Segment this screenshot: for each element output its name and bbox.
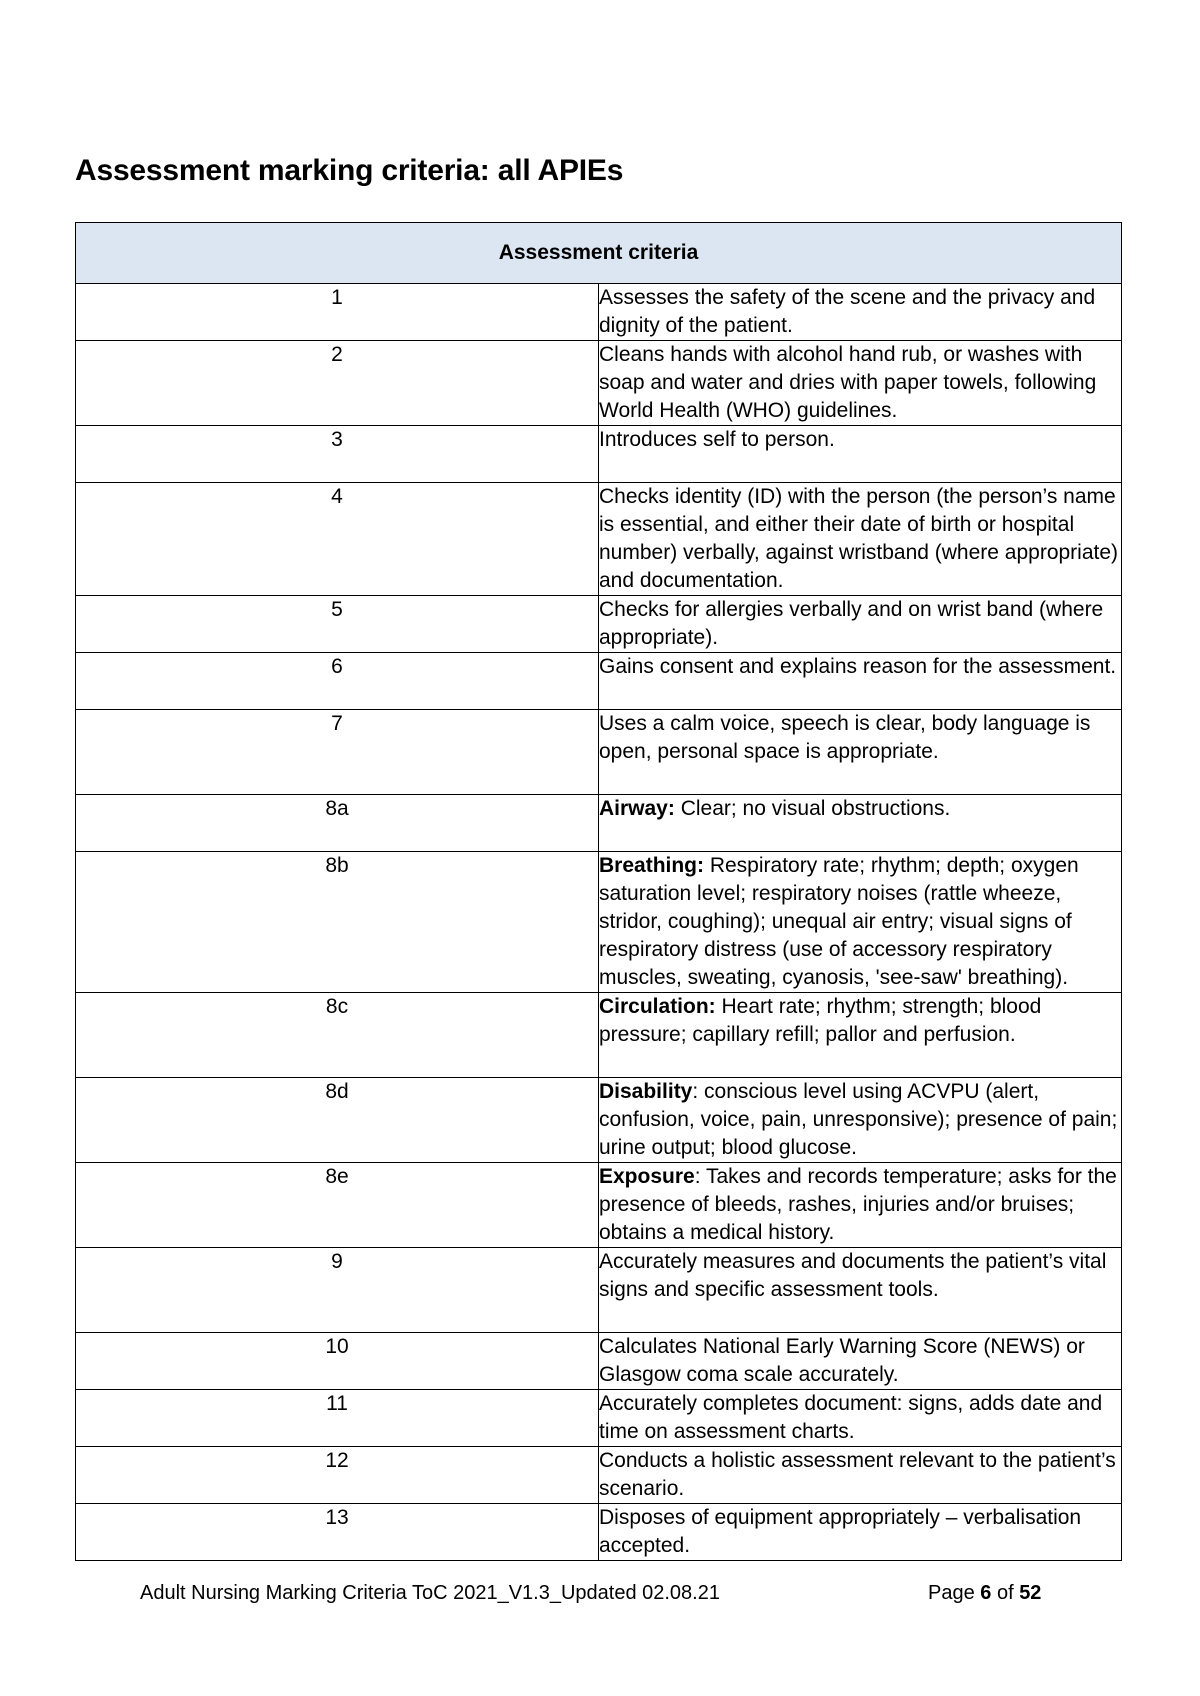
criterion-number: 10 [76,1333,599,1390]
criterion-text-body: Heart rate; rhythm; strength; blood pressure; capillary refill; pallor and perfusion. [599,995,1042,1046]
criterion-text-body: : conscious level using ACVPU (alert, confusion, voice, pain, unresponsive); presence of pain; urine output; blood glucose. [599,1080,1118,1159]
criterion-number: 8d [76,1078,599,1163]
table-row [76,1447,1122,1504]
criterion-number: 8e [76,1163,599,1248]
table-row [76,852,1122,993]
criterion-number: 1 [76,284,599,341]
criterion-text [599,1447,1122,1504]
criterion-text [599,653,1122,710]
criterion-text [599,993,1122,1078]
criterion-number: 7 [76,710,599,795]
criterion-text [599,1333,1122,1390]
footer-page-total: 52 [1019,1582,1042,1604]
criterion-text-body: Respiratory rate; rhythm; depth; oxygen saturation level; respiratory noises (rattle wheeze, stridor, coughing); unequal air entry; visual signs of respiratory distress (use of accessory respiratory muscles, sweating, cyanosis, 'see-saw' breathing). [599,854,1079,989]
criterion-text [599,596,1122,653]
footer-document-name: Adult Nursing Marking Criteria ToC 2021_V1.3_Updated 02.08.21 [140,1582,720,1604]
criterion-heading: Breathing: [599,854,704,877]
criterion-number: 2 [76,341,599,426]
table-row [76,426,1122,483]
page-title: Assessment marking criteria: all APIEs [75,154,624,187]
criterion-heading: Airway: [599,797,675,820]
footer-page-current: 6 [980,1582,992,1604]
criterion-number: 6 [76,653,599,710]
criterion-number: 11 [76,1390,599,1447]
table-row [76,1504,1122,1561]
table-row [76,1390,1122,1447]
criterion-heading: Disability [599,1080,693,1103]
table-row [76,795,1122,852]
table-row [76,284,1122,341]
criterion-number: 8c [76,993,599,1078]
table-row [76,483,1122,596]
criterion-text-body: Cleans hands with alcohol hand rub, or washes with soap and water and dries with paper towels, following World Health (WHO) guidelines. [599,343,1097,422]
table-header-row [76,223,1122,284]
criterion-text [599,852,1122,993]
criterion-text [599,426,1122,483]
criterion-text [599,795,1122,852]
criterion-text [599,1078,1122,1163]
criterion-text-body: Calculates National Early Warning Score (NEWS) or Glasgow coma scale accurately. [599,1335,1085,1386]
table-row [76,710,1122,795]
criterion-text-body: Introduces self to person. [599,428,835,451]
table-row [76,1248,1122,1333]
criterion-text-body: Checks for allergies verbally and on wrist band (where appropriate). [599,598,1104,649]
criterion-heading: Circulation: [599,995,716,1018]
criterion-text [599,1390,1122,1447]
criterion-heading: Exposure [599,1165,695,1188]
table-row [76,993,1122,1078]
criterion-text-body: Conducts a holistic assessment relevant to the patient’s scenario. [599,1449,1116,1500]
criterion-number: 12 [76,1447,599,1504]
table-row [76,341,1122,426]
criterion-text-body: Clear; no visual obstructions. [674,797,951,820]
criterion-text [599,1504,1122,1561]
criterion-text-body: Uses a calm voice, speech is clear, body language is open, personal space is appropriate. [599,712,1091,763]
table-row [76,1078,1122,1163]
criterion-text [599,284,1122,341]
criterion-text [599,1163,1122,1248]
table-row [76,596,1122,653]
criterion-text [599,1248,1122,1333]
criterion-text-body: : Takes and records temperature; asks for the presence of bleeds, rashes, injuries and/or bruises; obtains a medical history. [599,1165,1117,1244]
table-row [76,1163,1122,1248]
criterion-number: 3 [76,426,599,483]
table-row [76,653,1122,710]
criterion-number: 8b [76,852,599,993]
criterion-text-body: Accurately completes document: signs, adds date and time on assessment charts. [599,1392,1103,1443]
criterion-number: 5 [76,596,599,653]
footer-page-number [928,1582,1041,1605]
criterion-number: 4 [76,483,599,596]
footer-page-of: of [991,1582,1020,1604]
criterion-text-body: Checks identity (ID) with the person (the person’s name is essential, and either their date of birth or hospital number) verbally, against wristband (where appropriate) and documentation. [599,485,1119,592]
criterion-text [599,341,1122,426]
criterion-number: 13 [76,1504,599,1561]
criterion-text [599,483,1122,596]
footer-page-prefix: Page [928,1582,981,1604]
criterion-text-body: Assesses the safety of the scene and the privacy and dignity of the patient. [599,286,1096,337]
criterion-text-body: Disposes of equipment appropriately – verbalisation accepted. [599,1506,1082,1557]
criterion-text-body: Accurately measures and documents the patient’s vital signs and specific assessment tools. [599,1250,1107,1301]
table-header: Assessment criteria [76,223,1122,284]
criterion-text-body: Gains consent and explains reason for the assessment. [599,655,1117,678]
assessment-criteria-table [75,222,1122,1561]
criterion-number: 8a [76,795,599,852]
table-row [76,1333,1122,1390]
criterion-number: 9 [76,1248,599,1333]
criterion-text [599,710,1122,795]
